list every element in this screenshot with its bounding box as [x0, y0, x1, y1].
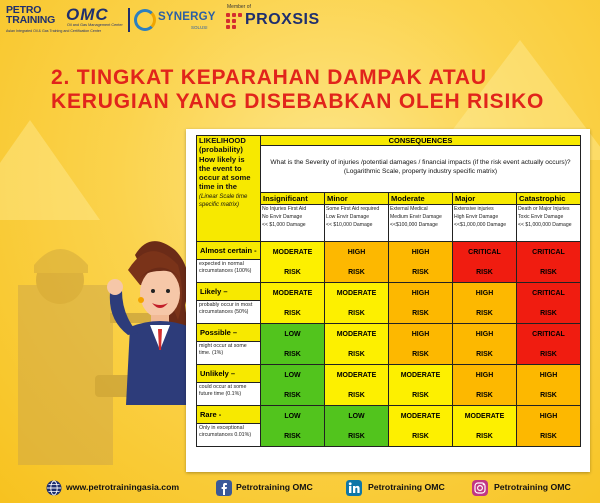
- consequence-category-name: Insignificant: [261, 193, 325, 205]
- risk-word-label: RISK: [284, 351, 301, 358]
- consequence-category-desc: [261, 205, 325, 242]
- petro-tagline: Asian Integrated Oil & Gas Training and Certification Center: [6, 29, 102, 33]
- background-shape: [0, 120, 100, 220]
- omc-logo-word: OMC: [66, 5, 109, 24]
- risk-level-label: CRITICAL: [532, 290, 565, 297]
- petro-logo-line1: PETRO: [6, 4, 42, 16]
- page-title-line2: KERUGIAN YANG DISEBABKAN OLEH RISIKO: [51, 90, 545, 113]
- risk-rating-cell: [261, 283, 325, 324]
- likelihood-question: How likely is the event to occur at some time in the: [199, 154, 251, 192]
- consequence-desc-line: Extensive injuries: [454, 206, 494, 212]
- risk-level-label: CRITICAL: [532, 331, 565, 338]
- likelihood-level-name: Likely –: [197, 283, 261, 301]
- risk-rating-cell: [517, 365, 581, 406]
- logo-bar: [0, 0, 600, 40]
- risk-level-label: LOW: [284, 413, 301, 420]
- consequence-desc-line: Some First Aid required: [326, 206, 380, 212]
- risk-word-label: RISK: [540, 351, 557, 358]
- risk-rating-cell: [389, 406, 453, 447]
- likelihood-level-desc: could occur at some future time (0.1%): [197, 383, 261, 406]
- risk-word-label: RISK: [348, 351, 365, 358]
- likelihood-row: [197, 242, 581, 260]
- risk-rating-cell: [261, 242, 325, 283]
- risk-word-label: RISK: [412, 310, 429, 317]
- footer: [0, 474, 600, 503]
- risk-word-label: RISK: [412, 392, 429, 399]
- risk-level-label: HIGH: [411, 249, 430, 256]
- risk-rating-cell: [325, 242, 389, 283]
- globe-icon: [46, 480, 62, 496]
- risk-rating-cell: [389, 242, 453, 283]
- synergy-logo-sub: SOLUSI: [191, 25, 208, 30]
- risk-rating-cell: [325, 365, 389, 406]
- consequence-category-name: Moderate: [389, 193, 453, 205]
- risk-level-label: HIGH: [475, 372, 494, 379]
- risk-level-label: LOW: [284, 372, 301, 379]
- likelihood-note: (Linear Scale time specific matrix): [199, 193, 248, 209]
- risk-word-label: RISK: [284, 310, 301, 317]
- likelihood-sub: (probability): [199, 145, 243, 155]
- risk-word-label: RISK: [284, 433, 301, 440]
- consequence-desc-line: << $10,000 Damage: [326, 221, 373, 228]
- risk-rating-cell: [325, 406, 389, 447]
- facebook-link[interactable]: Petrotraining OMC: [236, 482, 313, 492]
- likelihood-header-cell: [197, 136, 261, 242]
- risk-word-label: RISK: [348, 310, 365, 317]
- risk-matrix-table: [196, 135, 581, 447]
- risk-level-label: HIGH: [411, 331, 430, 338]
- risk-word-label: RISK: [412, 351, 429, 358]
- risk-word-label: RISK: [540, 433, 557, 440]
- risk-level-label: MODERATE: [400, 413, 441, 420]
- risk-rating-cell: [261, 324, 325, 365]
- likelihood-level-desc: might occur at some time. (1%): [197, 342, 261, 365]
- likelihood-row: [197, 406, 581, 424]
- likelihood-row: [197, 324, 581, 342]
- risk-word-label: RISK: [284, 392, 301, 399]
- consequence-desc-line: No Injuries First Aid: [262, 206, 307, 212]
- synergy-logo-icon: [134, 9, 156, 31]
- risk-level-label: MODERATE: [272, 249, 313, 256]
- risk-level-label: CRITICAL: [532, 249, 565, 256]
- risk-level-label: HIGH: [539, 413, 558, 420]
- risk-level-label: MODERATE: [336, 331, 377, 338]
- consequence-category-name: Major: [453, 193, 517, 205]
- risk-level-label: CRITICAL: [468, 249, 501, 256]
- consequence-desc-line: Death or Major Injuries: [518, 206, 570, 212]
- instagram-link[interactable]: Petrotraining OMC: [494, 482, 571, 492]
- risk-word-label: RISK: [476, 310, 493, 317]
- consequence-category-desc: [453, 205, 517, 242]
- linkedin-icon: [346, 480, 362, 496]
- consequences-question: What is the Severity of injuries /potential damages / financial impacts (if the risk event actually occurs)? (Logarithmic Scale, property industry specific matrix): [261, 146, 581, 193]
- risk-word-label: RISK: [412, 269, 429, 276]
- consequence-desc-line: Medium Envir Damage: [390, 213, 442, 220]
- risk-level-label: HIGH: [411, 290, 430, 297]
- consequences-header: CONSEQUENCES: [261, 136, 581, 146]
- likelihood-level-desc: expected in normal circumstances (100%): [197, 260, 261, 283]
- risk-word-label: RISK: [284, 269, 301, 276]
- likelihood-row: [197, 283, 581, 301]
- risk-level-label: MODERATE: [272, 290, 313, 297]
- risk-level-label: MODERATE: [336, 372, 377, 379]
- risk-rating-cell: [389, 365, 453, 406]
- consequence-category-desc: [517, 205, 581, 242]
- risk-level-label: MODERATE: [464, 413, 505, 420]
- likelihood-level-desc: Only in exceptional circumstances 0.01%): [197, 424, 261, 447]
- risk-rating-cell: [325, 324, 389, 365]
- risk-rating-cell: [453, 324, 517, 365]
- risk-word-label: RISK: [476, 351, 493, 358]
- likelihood-row: [197, 365, 581, 383]
- likelihood-level-name: Almost certain -: [197, 242, 261, 260]
- risk-word-label: RISK: [540, 392, 557, 399]
- risk-rating-cell: [261, 365, 325, 406]
- risk-rating-cell: [325, 283, 389, 324]
- likelihood-level-name: Possible –: [197, 324, 261, 342]
- likelihood-level-desc: probably occur in most circumstances (50%): [197, 301, 261, 324]
- risk-word-label: RISK: [348, 433, 365, 440]
- risk-level-label: HIGH: [347, 249, 366, 256]
- consequence-category-name: Catastrophic: [517, 193, 581, 205]
- risk-level-label: LOW: [348, 413, 365, 420]
- proxsis-logo-icon: [226, 13, 242, 29]
- proxsis-logo-text: PROXSIS: [245, 11, 320, 28]
- risk-word-label: RISK: [348, 269, 365, 276]
- risk-level-label: LOW: [284, 331, 301, 338]
- consequence-desc-line: << $1,000,000 Damage: [518, 221, 572, 228]
- omc-logo: [66, 5, 123, 27]
- risk-rating-cell: [517, 242, 581, 283]
- risk-rating-cell: [517, 324, 581, 365]
- risk-rating-cell: [453, 242, 517, 283]
- risk-word-label: RISK: [476, 269, 493, 276]
- risk-rating-cell: [389, 283, 453, 324]
- consequence-category-desc: [325, 205, 389, 242]
- instagram-icon: [472, 480, 488, 496]
- consequence-desc-line: External Medical: [390, 206, 428, 212]
- risk-word-label: RISK: [540, 269, 557, 276]
- consequence-category-desc: [389, 205, 453, 242]
- logo-divider: [128, 8, 130, 32]
- omc-tagline: Oil and Gas Management Center: [67, 23, 123, 27]
- consequence-desc-line: Toxic Envir Damage: [518, 213, 564, 220]
- risk-word-label: RISK: [476, 433, 493, 440]
- page-title: [51, 66, 571, 114]
- risk-word-label: RISK: [476, 392, 493, 399]
- facebook-icon: [216, 480, 232, 496]
- likelihood-level-name: Rare -: [197, 406, 261, 424]
- consequence-category-name: Minor: [325, 193, 389, 205]
- synergy-logo-text: SYNERGY: [158, 11, 216, 23]
- risk-word-label: RISK: [540, 310, 557, 317]
- risk-level-label: MODERATE: [400, 372, 441, 379]
- page-title-line1: 2. TINGKAT KEPARAHAN DAMPAK ATAU: [51, 66, 487, 89]
- risk-level-label: MODERATE: [336, 290, 377, 297]
- linkedin-link[interactable]: Petrotraining OMC: [368, 482, 445, 492]
- risk-rating-cell: [261, 406, 325, 447]
- risk-level-label: HIGH: [475, 290, 494, 297]
- risk-rating-cell: [453, 406, 517, 447]
- risk-rating-cell: [453, 283, 517, 324]
- risk-level-label: HIGH: [475, 331, 494, 338]
- petrotraining-logo: [6, 5, 55, 25]
- risk-rating-cell: [517, 283, 581, 324]
- website-link[interactable]: www.petrotrainingasia.com: [66, 482, 180, 492]
- consequence-desc-line: Low Envir Damage: [326, 213, 370, 220]
- risk-level-label: HIGH: [539, 372, 558, 379]
- consequence-desc-line: No Envir Damage: [262, 213, 303, 220]
- consequence-desc-line: <<$1,000,000 Damage: [454, 221, 507, 228]
- consequence-desc-line: High Envir Damage: [454, 213, 499, 220]
- risk-word-label: RISK: [348, 392, 365, 399]
- consequence-desc-line: << $1,000 Damage: [262, 221, 306, 228]
- member-of-label: Member of: [227, 4, 251, 10]
- petro-logo-line2: TRAINING: [6, 14, 56, 26]
- risk-rating-cell: [389, 324, 453, 365]
- risk-word-label: RISK: [412, 433, 429, 440]
- consequence-desc-line: <<$100,000 Damage: [390, 221, 438, 228]
- likelihood-level-name: Unlikely –: [197, 365, 261, 383]
- risk-rating-cell: [517, 406, 581, 447]
- risk-rating-cell: [453, 365, 517, 406]
- woman-illustration: [0, 225, 200, 465]
- likelihood-header: LIKELIHOOD: [199, 136, 246, 145]
